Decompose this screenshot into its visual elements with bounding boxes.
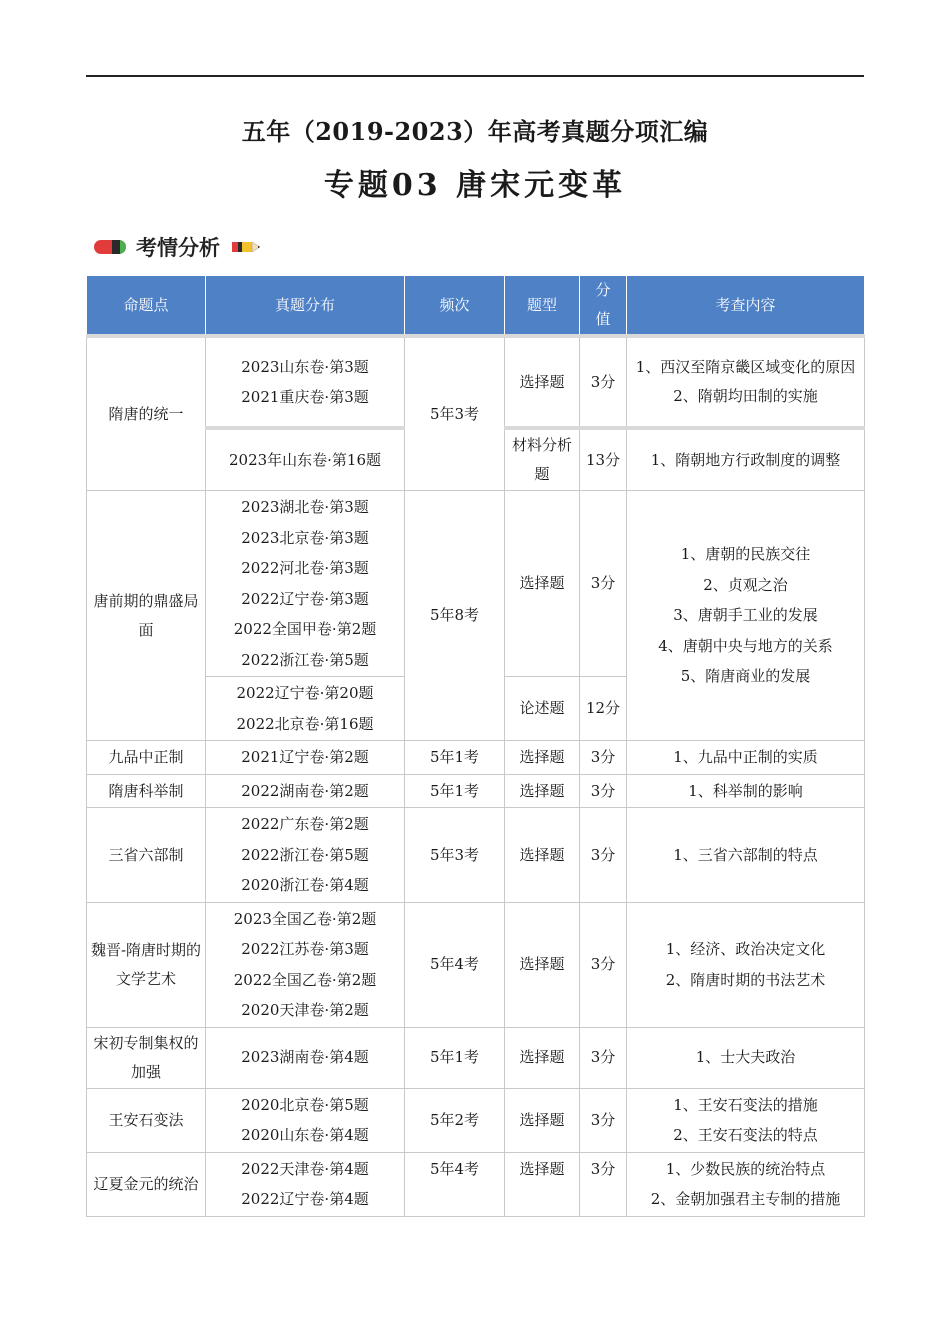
source-line: 2022河北卷·第3题	[241, 559, 369, 577]
content-cell	[627, 1088, 865, 1152]
source-line: 2021重庆卷·第3题	[241, 388, 369, 406]
topic-cell: 唐前期的鼎盛局面	[87, 491, 206, 741]
top-rule	[86, 75, 864, 77]
score-cell: 3分	[580, 1027, 627, 1088]
source-line: 2022浙江卷·第5题	[241, 845, 369, 864]
table-row	[87, 808, 865, 903]
source-line: 2022辽宁卷·第3题	[241, 589, 369, 608]
frequency-cell: 5年3考	[405, 808, 505, 903]
content-line: 1、隋朝地方行政制度的调整	[650, 450, 841, 469]
content-cell: 1、科举制的影响	[627, 774, 865, 808]
topic-cell: 魏晋-隋唐时期的文学艺术	[87, 902, 206, 1027]
source-line: 2020山东卷·第4题	[241, 1126, 369, 1144]
table-header-row	[87, 276, 865, 337]
content-line: 1、少数民族的统治特点	[665, 1159, 826, 1178]
table-row	[87, 336, 865, 428]
type-cell: 选择题	[505, 1088, 580, 1152]
content-cell: 1、九品中正制的实质	[627, 741, 865, 775]
content-line: 1、经济、政治决定文化	[665, 940, 826, 958]
frequency-cell: 5年1考	[405, 1027, 505, 1088]
content-line: 2、隋朝均田制的实施	[673, 387, 818, 405]
type-cell: 论述题	[505, 677, 580, 741]
pill-icon	[94, 240, 126, 254]
content-line: 5、隋唐商业的发展	[680, 667, 811, 686]
topic-cell: 王安石变法	[87, 1088, 206, 1152]
table-row	[87, 741, 865, 775]
frequency-cell: 5年3考	[405, 336, 505, 491]
content-cell	[627, 336, 865, 428]
type-cell: 选择题	[505, 491, 580, 677]
table-row	[87, 1088, 865, 1152]
content-cell: 1、士大夫政治	[627, 1027, 865, 1088]
score-cell: 12分	[580, 677, 627, 741]
column-header: 题型	[505, 276, 580, 337]
content-cell	[627, 491, 865, 741]
column-header	[580, 276, 627, 337]
content-cell	[627, 1152, 865, 1216]
score-cell: 3分	[580, 774, 627, 808]
table-row	[87, 902, 865, 1027]
content-cell: 1、三省六部制的特点	[627, 808, 865, 903]
frequency-cell: 5年4考	[405, 902, 505, 1027]
table-row	[87, 774, 865, 808]
sources-cell	[206, 428, 405, 491]
source-line: 2022浙江卷·第5题	[241, 650, 369, 669]
header-line: 值	[595, 310, 611, 328]
score-cell: 3分	[580, 741, 627, 775]
source-line: 2022全国甲卷·第2题	[233, 620, 377, 638]
content-line: 1、唐朝的民族交往	[680, 545, 811, 564]
source-line: 2022全国乙卷·第2题	[233, 970, 377, 989]
document-title: 五年（2019-2023）年高考真题分项汇编	[241, 117, 709, 146]
source-line: 2023北京卷·第3题	[241, 528, 369, 547]
type-cell: 选择题	[505, 336, 580, 428]
score-cell: 3分	[580, 1088, 627, 1152]
pencil-icon	[232, 239, 262, 255]
sources-cell	[206, 336, 405, 428]
content-line: 3、唐朝手工业的发展	[673, 606, 818, 625]
sources-cell: 2021辽宁卷·第2题	[206, 741, 405, 775]
source-line: 2023山东卷·第3题	[241, 357, 369, 376]
content-cell	[627, 902, 865, 1027]
exam-analysis-table	[86, 275, 865, 1217]
sources-cell: 2022湖南卷·第2题	[206, 774, 405, 808]
content-cell	[627, 428, 865, 491]
frequency-cell: 5年4考	[405, 1152, 505, 1216]
column-header: 考查内容	[627, 276, 865, 337]
content-line: 1、西汉至隋京畿区域变化的原因	[635, 358, 856, 376]
section-title: 考情分析	[136, 236, 220, 260]
topic-title: 专题03 唐宋元变革	[323, 168, 627, 203]
sources-cell	[206, 1152, 405, 1216]
content-line: 2、金朝加强君主专制的措施	[650, 1190, 841, 1208]
topic-cell: 三省六部制	[87, 808, 206, 903]
source-line: 2020天津卷·第2题	[241, 1001, 369, 1019]
header-line: 分	[595, 281, 611, 299]
topic-cell: 隋唐科举制	[87, 774, 206, 808]
content-line: 2、贞观之治	[703, 575, 788, 594]
sources-cell	[206, 491, 405, 677]
frequency-cell: 5年1考	[405, 741, 505, 775]
source-line: 2020浙江卷·第4题	[241, 876, 369, 894]
sources-cell	[206, 677, 405, 741]
frequency-cell: 5年2考	[405, 1088, 505, 1152]
column-header: 命题点	[87, 276, 206, 337]
source-line: 2022天津卷·第4题	[241, 1159, 369, 1178]
sources-cell	[206, 808, 405, 903]
source-line: 2023年山东卷·第16题	[228, 450, 382, 469]
score-cell: 3分	[580, 491, 627, 677]
type-cell: 选择题	[505, 1152, 580, 1216]
topic-cell: 隋唐的统一	[87, 336, 206, 491]
score-cell: 13分	[580, 428, 627, 491]
content-line: 1、王安石变法的措施	[673, 1095, 818, 1114]
section-heading	[94, 232, 262, 262]
score-cell: 3分	[580, 336, 627, 428]
frequency-cell: 5年8考	[405, 491, 505, 741]
source-line: 2022广东卷·第2题	[241, 815, 369, 833]
type-cell: 选择题	[505, 902, 580, 1027]
topic-cell: 宋初专制集权的加强	[87, 1027, 206, 1088]
source-line: 2022辽宁卷·第4题	[241, 1190, 369, 1208]
score-cell: 3分	[580, 1152, 627, 1216]
topic-cell: 辽夏金元的统治	[87, 1152, 206, 1216]
source-line: 2023湖北卷·第3题	[241, 498, 369, 516]
score-cell: 3分	[580, 808, 627, 903]
type-cell: 选择题	[505, 1027, 580, 1088]
column-header: 真题分布	[206, 276, 405, 337]
content-line: 2、王安石变法的特点	[673, 1126, 818, 1144]
table-row	[87, 1152, 865, 1216]
source-line: 2020北京卷·第5题	[241, 1095, 369, 1114]
type-cell: 选择题	[505, 808, 580, 903]
table-row	[87, 491, 865, 677]
sources-cell	[206, 1088, 405, 1152]
sources-cell: 2023湖南卷·第4题	[206, 1027, 405, 1088]
table-row	[87, 1027, 865, 1088]
type-cell: 选择题	[505, 741, 580, 775]
type-cell: 选择题	[505, 774, 580, 808]
topic-cell: 九品中正制	[87, 741, 206, 775]
source-line: 2022北京卷·第16题	[236, 714, 374, 733]
source-line: 2022江苏卷·第3题	[241, 940, 369, 958]
source-line: 2022辽宁卷·第20题	[236, 684, 374, 702]
source-line: 2023全国乙卷·第2题	[233, 909, 377, 928]
frequency-cell: 5年1考	[405, 774, 505, 808]
sources-cell	[206, 902, 405, 1027]
content-line: 4、唐朝中央与地方的关系	[658, 636, 833, 655]
type-cell: 材料分析题	[505, 428, 580, 491]
content-line: 2、隋唐时期的书法艺术	[665, 970, 826, 989]
score-cell: 3分	[580, 902, 627, 1027]
column-header: 频次	[405, 276, 505, 337]
